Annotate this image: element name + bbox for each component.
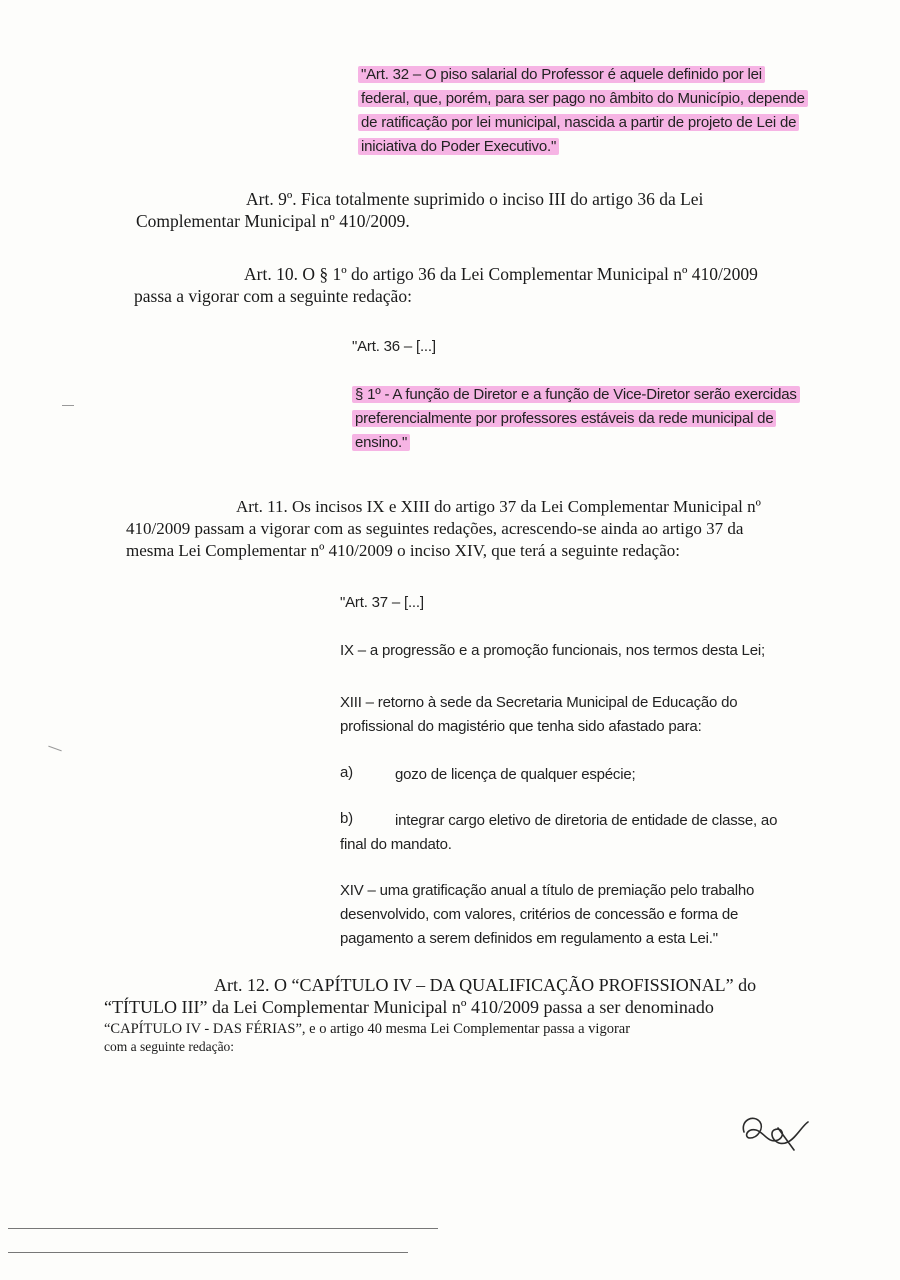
article-line: mesma Lei Complementar nº 410/2009 o inciso XIV, que terá a seguinte redação: bbox=[126, 541, 680, 560]
article-line: Art. 9º. Fica totalmente suprimido o inciso III do artigo 36 da Lei bbox=[246, 189, 704, 209]
alinea-a-marker: a) bbox=[340, 764, 353, 781]
alinea-b-cont: final do mandato. bbox=[340, 836, 452, 853]
footer-rule bbox=[8, 1228, 438, 1229]
signature bbox=[738, 1108, 812, 1158]
inciso-xiii-line: XIII – retorno à sede da Secretaria Municipal de Educação do bbox=[340, 694, 738, 711]
alinea-b-text: integrar cargo eletivo de diretoria de entidade de classe, ao bbox=[395, 812, 778, 829]
scan-mark bbox=[48, 746, 61, 752]
quote-head: "Art. 36 – [...] bbox=[352, 338, 436, 355]
article-line: Complementar Municipal nº 410/2009. bbox=[136, 211, 410, 231]
quote-line: federal, que, porém, para ser pago no âmbito do Município, depende bbox=[358, 88, 808, 110]
article-line: Art. 11. Os incisos IX e XIII do artigo 37 da Lei Complementar Municipal nº bbox=[236, 497, 761, 516]
scan-mark bbox=[62, 405, 74, 406]
inciso-xiv-line: XIV – uma gratificação anual a título de premiação pelo trabalho bbox=[340, 882, 755, 899]
inciso-xiv-line: pagamento a serem definidos em regulamento a esta Lei." bbox=[340, 930, 718, 947]
quote-line: de ratificação por lei municipal, nascida a partir de projeto de Lei de bbox=[358, 112, 799, 134]
article-line: “CAPÍTULO IV - DAS FÉRIAS”, e o artigo 40 mesma Lei Complementar passa a vigorar bbox=[104, 1021, 631, 1037]
footer-rule bbox=[8, 1252, 408, 1253]
article-line: com a seguinte redação: bbox=[104, 1039, 235, 1054]
quote-line: ensino." bbox=[352, 432, 410, 454]
inciso-xiii-line: profissional do magistério que tenha sido afastado para: bbox=[340, 718, 702, 735]
alinea-b-marker: b) bbox=[340, 810, 353, 827]
article-line: Art. 10. O § 1º do artigo 36 da Lei Complementar Municipal nº 410/2009 bbox=[244, 264, 758, 284]
quote-line: § 1º - A função de Diretor e a função de Vice-Diretor serão exercidas bbox=[352, 384, 800, 406]
quote-head: "Art. 37 – [...] bbox=[340, 594, 424, 611]
article-line: passa a vigorar com a seguinte redação: bbox=[134, 286, 412, 306]
quote-line: iniciativa do Poder Executivo." bbox=[358, 136, 559, 158]
quote-line: preferencialmente por professores estáveis da rede municipal de bbox=[352, 408, 776, 430]
article-line: “TÍTULO III” da Lei Complementar Municipal nº 410/2009 passa a ser denominado bbox=[104, 997, 714, 1017]
alinea-a-text: gozo de licença de qualquer espécie; bbox=[395, 766, 636, 783]
article-line: 410/2009 passam a vigorar com as seguintes redações, acrescendo-se ainda ao artigo 37 da bbox=[126, 519, 744, 538]
article-line: Art. 12. O “CAPÍTULO IV – DA QUALIFICAÇÃO PROFISSIONAL” do bbox=[214, 975, 757, 995]
inciso-ix: IX – a progressão e a promoção funcionais, nos termos desta Lei; bbox=[340, 642, 765, 659]
quote-line: "Art. 32 – O piso salarial do Professor é aquele definido por lei bbox=[358, 64, 765, 86]
inciso-xiv-line: desenvolvido, com valores, critérios de concessão e forma de bbox=[340, 906, 739, 923]
